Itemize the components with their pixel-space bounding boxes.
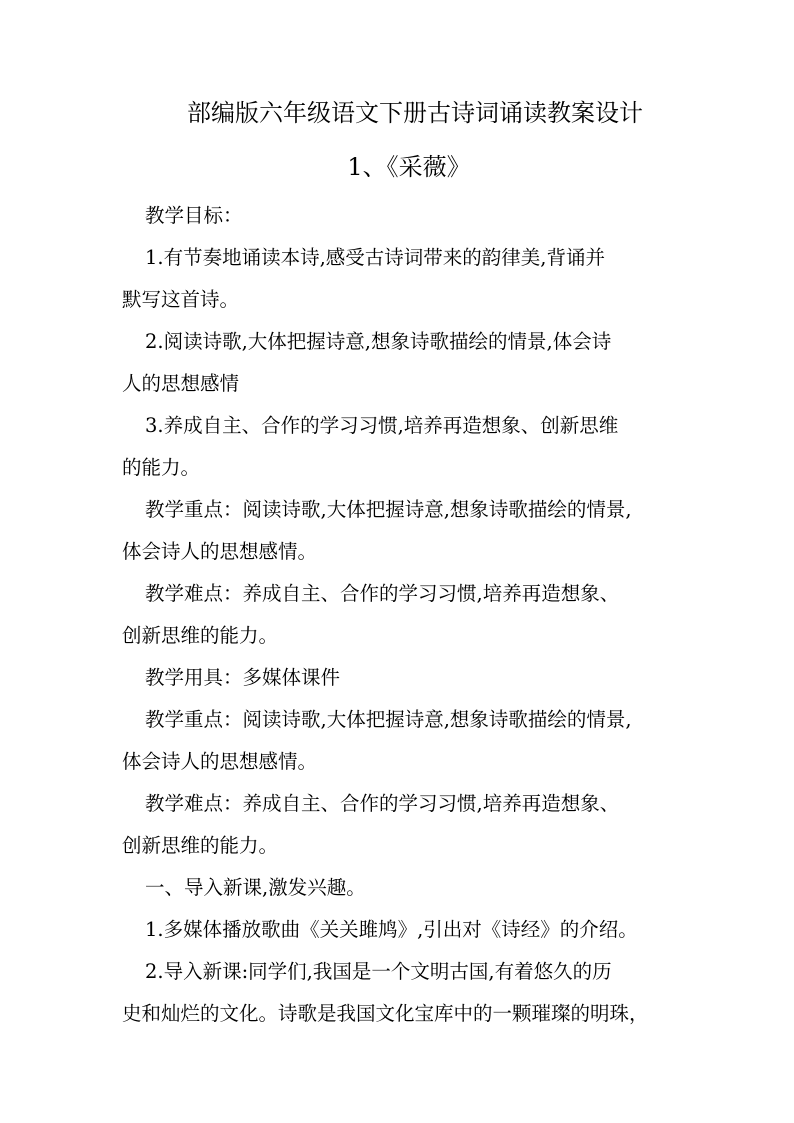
difficulties-repeat: 教学难点：养成自主、合作的学习习惯,培养再造想象、 xyxy=(145,792,620,815)
intro-step-2: 2.导入新课:同学们,我国是一个文明古国,有着悠久的历 xyxy=(145,960,612,983)
difficulties-continued: 创新思维的能力。 xyxy=(122,624,279,647)
teaching-tools: 教学用具：多媒体课件 xyxy=(145,666,341,689)
objective-2: 2.阅读诗歌,大体把握诗意,想象诗歌描绘的情景,体会诗 xyxy=(145,330,612,353)
difficulties: 教学难点：养成自主、合作的学习习惯,培养再造想象、 xyxy=(145,582,620,605)
objective-1: 1.有节奏地诵读本诗,感受古诗词带来的韵律美,背诵并 xyxy=(145,246,606,269)
objective-1-continued: 默写这首诗。 xyxy=(122,288,240,311)
key-points-continued: 体会诗人的思想感情。 xyxy=(122,540,318,563)
key-points: 教学重点：阅读诗歌,大体把握诗意,想象诗歌描绘的情景, xyxy=(145,498,632,521)
intro-step-1: 1.多媒体播放歌曲《关关雎鸠》,引出对《诗经》的介绍。 xyxy=(145,918,638,941)
objective-3: 3.养成自主、合作的学习习惯,培养再造想象、创新思维 xyxy=(145,414,619,437)
section-heading-objectives: 教学目标： xyxy=(145,204,243,227)
key-points-repeat: 教学重点：阅读诗歌,大体把握诗意,想象诗歌描绘的情景, xyxy=(145,708,632,731)
objective-2-continued: 人的思想感情 xyxy=(122,372,240,395)
document-title: 部编版六年级语文下册古诗词诵读教案设计 xyxy=(187,99,643,127)
section-heading-introduction: 一、导入新课,激发兴趣。 xyxy=(145,876,366,899)
difficulties-repeat-continued: 创新思维的能力。 xyxy=(122,834,279,857)
objective-3-continued: 的能力。 xyxy=(122,456,201,479)
intro-step-2-continued: 史和灿烂的文化。诗歌是我国文化宝库中的一颗璀璨的明珠， xyxy=(122,1002,649,1025)
key-points-repeat-continued: 体会诗人的思想感情。 xyxy=(122,750,318,773)
lesson-title: 1、《采薇》 xyxy=(347,153,471,181)
